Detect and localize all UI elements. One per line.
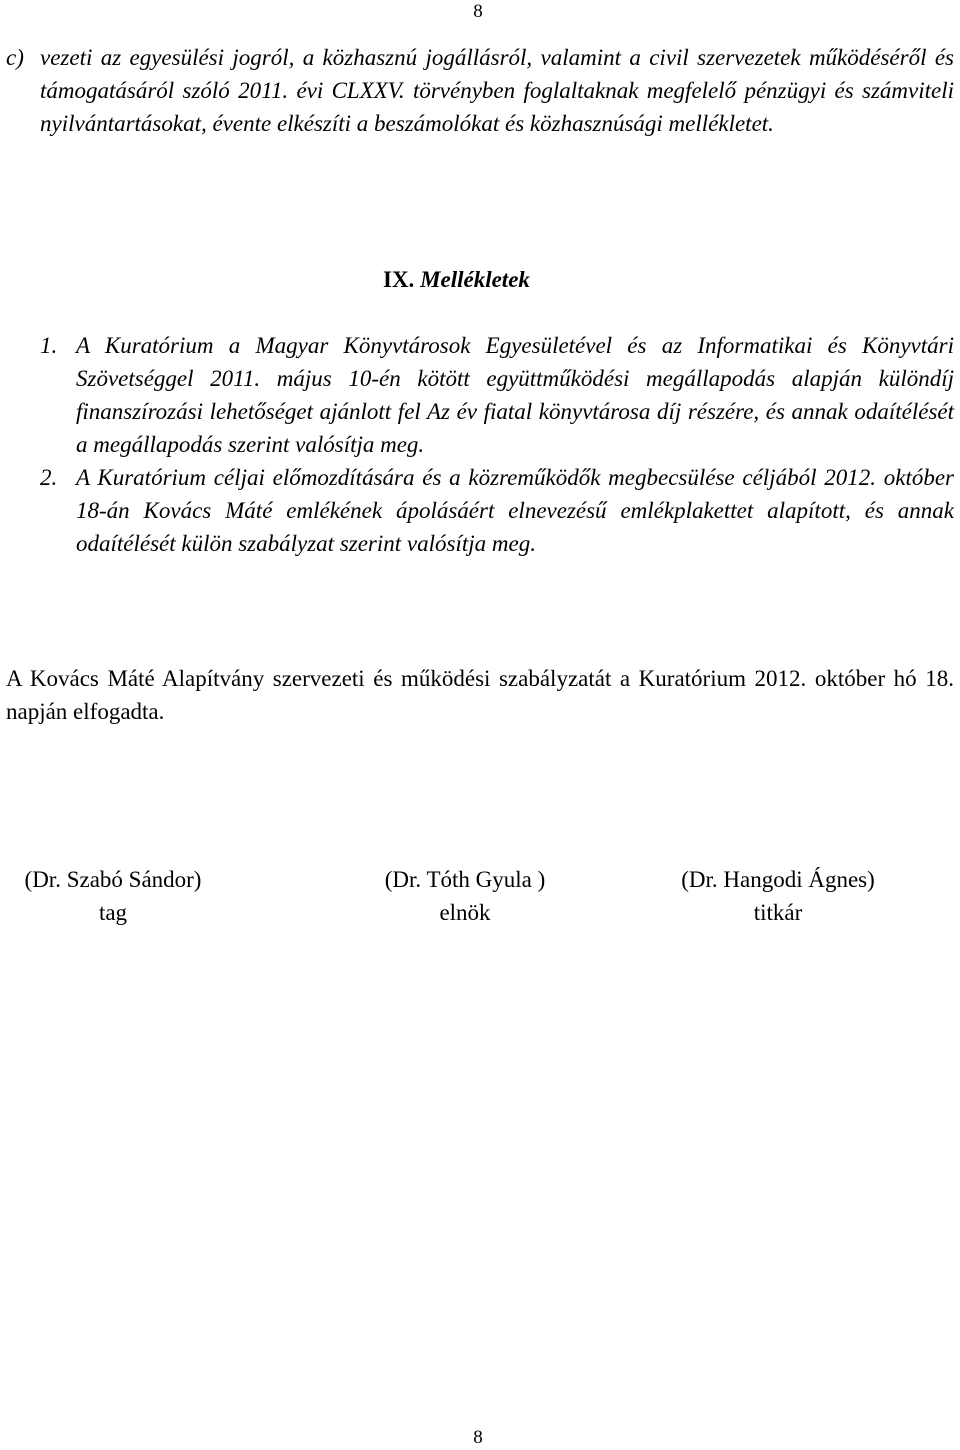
numbered-list bbox=[40, 329, 954, 560]
signature bbox=[658, 863, 898, 929]
list-item bbox=[40, 329, 954, 461]
signatory-name: (Dr. Tóth Gyula ) bbox=[384, 867, 546, 892]
signatory-role: elnök bbox=[439, 900, 491, 925]
list-item bbox=[40, 461, 954, 560]
signatory-role: tag bbox=[98, 900, 128, 925]
page-number-top: 8 bbox=[473, 1, 483, 22]
signature bbox=[4, 863, 222, 929]
list-item-text: A Kuratórium céljai előmozdítására és a közreműködők megbecsülése céljából 2012. október 18-án Kovács Máté emlékének ápolásáért elnevezésű emlékplakettet alapított, és annak odaítélését külön szabályzat szerint valósítja meg. bbox=[76, 465, 954, 556]
closing-paragraph: A Kovács Máté Alapítvány szervezeti és működési szabályzatát a Kuratórium 2012. október hó 18. napján elfogadta. bbox=[6, 666, 954, 724]
list-marker: 1. bbox=[40, 333, 58, 358]
list-marker: c) bbox=[6, 45, 24, 70]
signature-block bbox=[0, 863, 960, 933]
signatory-role: titkár bbox=[753, 900, 803, 925]
signature bbox=[366, 863, 564, 929]
signatory-name: (Dr. Szabó Sándor) bbox=[24, 867, 202, 892]
list-item-text: vezeti az egyesülési jogról, a közhasznú jogállásról, valamint a civil szervezetek működéséről és támogatásáról szóló 2011. évi CLXXV. törvényben foglaltaknak megfelelő pénzügyi és számviteli nyilvántartásokat, évente elkészíti a beszámolókat és közhasznúsági mellékletet. bbox=[40, 45, 954, 136]
list-marker: 2. bbox=[40, 465, 58, 490]
section-heading bbox=[383, 263, 530, 296]
section-number: IX. bbox=[383, 267, 415, 292]
section-title: Mellékletek bbox=[420, 267, 530, 292]
signatory-name: (Dr. Hangodi Ágnes) bbox=[681, 867, 875, 892]
page-number-bottom: 8 bbox=[473, 1427, 483, 1448]
list-item-text: A Kuratórium a Magyar Könyvtárosok Egyesületével és az Informatikai és Könyvtári Szövetséggel 2011. május 10-én kötött együttműködési megállapodás alapján különdíj finanszírozási lehetőséget ajánlott fel Az év fiatal könyvtárosa díj részére, és annak odaítélését a megállapodás szerint valósítja meg. bbox=[76, 333, 954, 457]
list-item-c bbox=[6, 41, 954, 140]
